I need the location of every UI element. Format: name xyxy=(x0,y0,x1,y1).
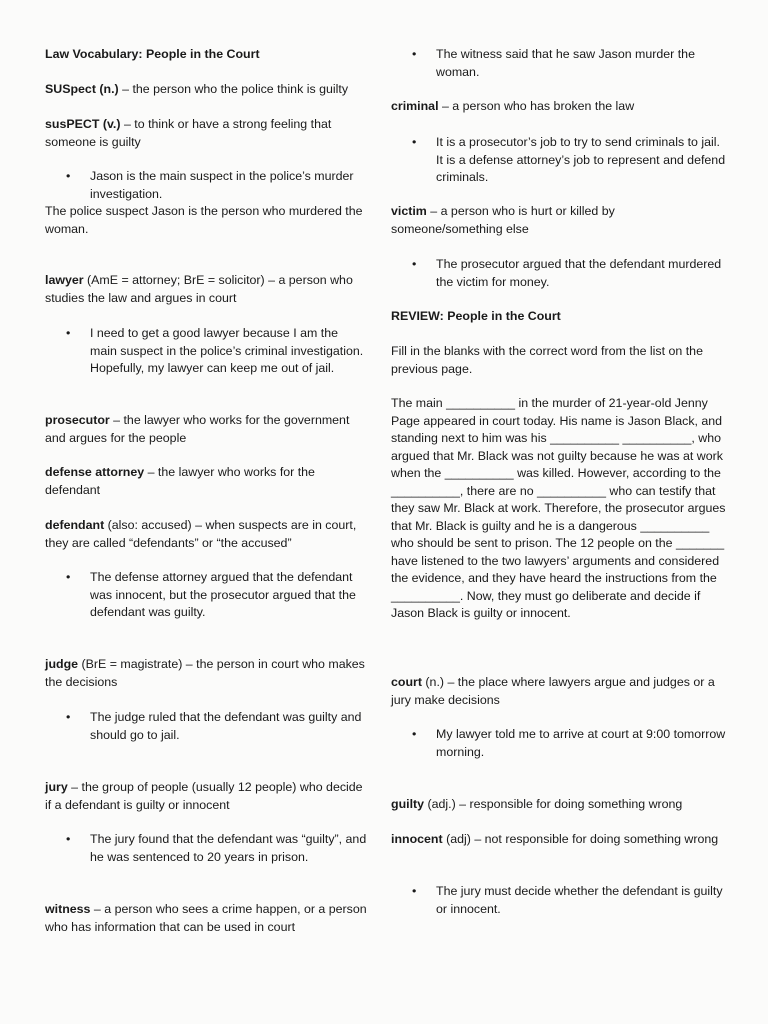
definition: (n.) – the place where lawyers argue and judges or a jury make decisions xyxy=(391,675,715,707)
example-judge: • The judge ruled that the defendant was guilty and should go to jail. xyxy=(45,709,367,744)
entry-victim xyxy=(391,203,727,238)
term: criminal xyxy=(391,99,439,113)
entry-judge xyxy=(45,656,367,691)
example-innocent: • The jury must decide whether the defendant is guilty or innocent. xyxy=(391,883,727,918)
definition: – the person who the police think is guilty xyxy=(118,82,349,96)
example-suspect: • Jason is the main suspect in the police’s murder investigation. xyxy=(45,168,367,203)
entry-witness xyxy=(45,901,367,936)
definition: (adj.) – responsible for doing something wrong xyxy=(424,797,683,811)
term: court xyxy=(391,675,422,689)
entry-guilty xyxy=(391,796,727,814)
entry-innocent xyxy=(391,831,727,849)
definition: – the lawyer who works for the defendant xyxy=(45,465,315,497)
review-instructions: Fill in the blanks with the correct word from the list on the previous page. xyxy=(391,344,703,376)
definition: – a person who has broken the law xyxy=(438,99,635,113)
review-paragraph: The main __________ in the murder of 21-year-old Jenny Page appeared in court today. His name is Jason Black, and standing next to him was his __________ __________, who argued that Mr. Black was not guilty because he was at work when the __________ was killed. However, according to the __________, there are no __________ who can testify that they saw Mr. Black at work. Therefore, the prosecutor argues that Mr. Black is guilty and he is a dangerous __________ who should be sent to prison. The 12 people on the _______ have listened to the two lawyers’ arguments and considered the evidence, and they have heard the instructions from the __________. Now, they must go deliberate and decide if Jason Black is guilty or innocent. xyxy=(391,396,726,620)
term: SUSpect (n.) xyxy=(45,82,119,96)
entry-suspect-noun xyxy=(45,81,367,99)
entry-jury xyxy=(45,779,367,814)
entry-suspect-verb xyxy=(45,116,367,151)
term: prosecutor xyxy=(45,413,110,427)
term: defendant xyxy=(45,518,105,532)
example-lawyer: • I need to get a good lawyer because I am the main suspect in the police’s criminal investigation. Hopefully, my lawyer can keep me out of jail. xyxy=(45,325,367,378)
example-witness: • The witness said that he saw Jason murder the woman. xyxy=(391,46,727,81)
term: guilty xyxy=(391,797,425,811)
entry-defendant xyxy=(45,517,367,552)
definition: (adj) – not responsible for doing something wrong xyxy=(442,832,719,846)
review-title: REVIEW: People in the Court xyxy=(391,309,561,323)
term: innocent xyxy=(391,832,443,846)
definition: (AmE = attorney; BrE = solicitor) – a person who studies the law and argues in court xyxy=(45,273,353,305)
term: jury xyxy=(45,780,68,794)
example-defendant: • The defense attorney argued that the defendant was innocent, but the prosecutor argued that the defendant was guilty. xyxy=(45,569,367,622)
entry-criminal xyxy=(391,98,727,116)
term: witness xyxy=(45,902,91,916)
term: victim xyxy=(391,204,427,218)
definition: – a person who sees a crime happen, or a person who has information that can be used in court xyxy=(45,902,367,934)
definition: – the group of people (usually 12 people) who decide if a defendant is guilty or innocent xyxy=(45,780,363,812)
definition: – to think or have a strong feeling that someone is guilty xyxy=(45,117,332,149)
sentence-suspect: The police suspect Jason is the person who murdered the woman. xyxy=(45,204,363,236)
definition: – a person who is hurt or killed by someone/something else xyxy=(391,204,615,236)
term: defense attorney xyxy=(45,465,145,479)
example-victim: • The prosecutor argued that the defendant murdered the victim for money. xyxy=(391,256,727,291)
term: judge xyxy=(45,657,79,671)
entry-court xyxy=(391,674,727,709)
entry-defense-attorney xyxy=(45,464,367,499)
term: lawyer xyxy=(45,273,84,287)
definition: (BrE = magistrate) – the person in court who makes the decisions xyxy=(45,657,365,689)
example-jury: • The jury found that the defendant was “guilty”, and he was sentenced to 20 years in prison. xyxy=(45,831,367,866)
entry-lawyer xyxy=(45,272,367,307)
document-title: Law Vocabulary: People in the Court xyxy=(45,47,260,61)
example-court: • My lawyer told me to arrive at court at 9:00 tomorrow morning. xyxy=(391,726,727,761)
term: susPECT (v.) xyxy=(45,117,121,131)
definition: (also: accused) – when suspects are in court, they are called “defendants” or “the accused” xyxy=(45,518,357,550)
example-criminal: • It is a prosecutor’s job to try to send criminals to jail. It is a defense attorney’s job to represent and defend criminals. xyxy=(391,134,727,187)
definition: – the lawyer who works for the government and argues for the people xyxy=(45,413,350,445)
entry-prosecutor xyxy=(45,412,367,447)
